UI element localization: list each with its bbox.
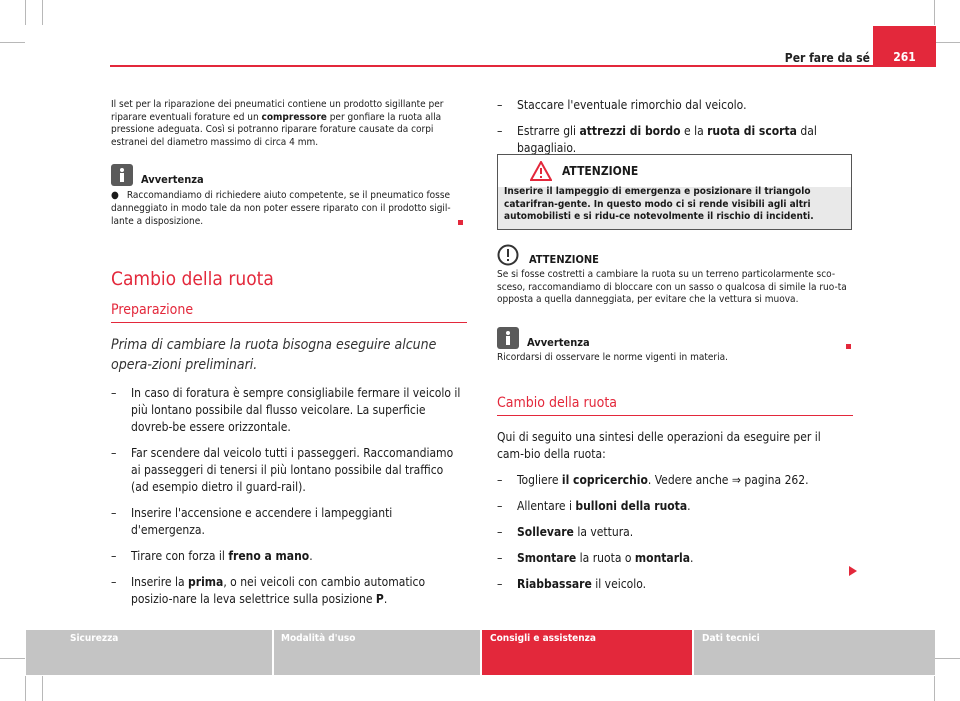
section-wheel-change [497, 395, 853, 593]
subsection-title: Cambio della ruota [497, 395, 617, 411]
list-item: – Inserire l'accensione e accendere i lampeggianti d'emergenza. [111, 506, 393, 537]
list-item: – Tirare con forza il freno a mano. [111, 549, 313, 563]
subsection-title: Preparazione [111, 302, 194, 318]
list-item: – Riabbassare il veicolo. [497, 577, 647, 591]
crop-mark [935, 658, 960, 659]
footer-tab-consigli[interactable]: Consigli e assistenza [482, 630, 692, 675]
exclamation-icon [497, 244, 519, 266]
crop-mark [935, 42, 960, 43]
warning-triangle-icon [530, 161, 552, 181]
warning-text: Inserire il lampeggio di emergenza e posizionare il triangolo catarifran-gente. In questo modo ci si rende visibili agli altri automobilisti e si ridu-ce notevolmente il rischio di incidenti. [504, 186, 814, 223]
info-icon [111, 164, 133, 186]
warning-header [530, 161, 638, 181]
section-title: Cambio della ruota [111, 268, 274, 290]
intro-text: Qui di seguito una sintesi delle operazioni da eseguire per il cam-bio della ruota: [497, 430, 821, 461]
right-top-list [497, 97, 853, 157]
subsection-rule [497, 415, 853, 416]
note-header [497, 327, 853, 349]
footer-tab-dati[interactable]: Dati tecnici [694, 630, 935, 675]
crop-mark [42, 676, 43, 701]
section-cambio [111, 268, 467, 608]
page-number: 261 [893, 50, 916, 64]
end-marker [458, 220, 463, 225]
end-marker [846, 344, 851, 349]
warning-title: ATTENZIONE [562, 164, 639, 178]
running-title: Per fare da sé [784, 51, 870, 65]
step-list [111, 385, 463, 608]
warning-box [497, 154, 852, 230]
crop-mark [0, 42, 25, 43]
list-item: – Estrarre gli attrezzi di bordo e la ruota di scorta dal bagagliaio. [497, 124, 817, 155]
note-title: Avvertenza [527, 335, 590, 349]
attention-header [497, 244, 853, 266]
attention-text: Se si fosse costretti a cambiare la ruota su un terreno particolarmente sco-sceso, raccomandiamo di bloccare con un sasso o qualcosa di simile la ruo-ta opposta a quella danneggiata, per evitare che la vettura si muova. [497, 269, 847, 306]
footer-tab-modalita[interactable]: Modalità d'uso [274, 630, 480, 675]
list-item: – Staccare l'eventuale rimorchio dal veicolo. [497, 98, 747, 112]
step-list [497, 472, 853, 593]
list-item: – Sollevare la vettura. [497, 525, 634, 539]
header-rule [110, 65, 936, 67]
crop-mark [934, 676, 935, 701]
list-item: – In caso di foratura è sempre consigliabile fermare il veicolo il più lontano possibile dal flusso veicolare. La superficie dovreb-be essere orizzontale. [111, 386, 461, 434]
list-item: – Smontare la ruota o montarla. [497, 551, 694, 565]
lead-text: Prima di cambiare la ruota bisogna eseguire alcune opera-zioni preliminari. [111, 337, 437, 373]
crop-mark [25, 0, 26, 25]
crop-mark [42, 0, 43, 25]
note-title: Avvertenza [141, 173, 204, 187]
note-text: ● Raccomandiamo di richiedere aiuto competente, se il pneumatico fosse danneggiato in modo tale da non poter essere riparato con il prodotto sigil-lante a disposizione. [111, 190, 451, 227]
list-item: – Togliere il copricerchio. Vedere anche ⇒ pagina 262. [497, 473, 809, 487]
list-item: – Inserire la prima, o nei veicoli con cambio automatico posizio-nare la leva selettrice sulla posizione P. [111, 575, 426, 606]
note-text: Ricordarsi di osservare le norme vigenti in materia. [497, 351, 728, 363]
subsection-rule [111, 322, 467, 323]
crop-mark [934, 0, 935, 25]
attention-block [497, 244, 853, 364]
info-icon [497, 327, 519, 349]
list-item: – Far scendere dal veicolo tutti i passeggeri. Raccomandiamo ai passeggeri di tenersi il più lontano possibile dal traffico (ad esempio dietro il guard-rail). [111, 446, 454, 494]
crop-mark [25, 676, 26, 701]
continue-arrow-icon [849, 566, 857, 576]
note-header [111, 164, 467, 186]
footer-tab-sicurezza[interactable]: Sicurezza [26, 630, 272, 675]
left-column [111, 99, 467, 228]
attention-title: ATTENZIONE [529, 253, 599, 266]
crop-mark [0, 658, 25, 659]
list-item: – Allentare i bulloni della ruota. [497, 499, 691, 513]
intro-paragraph: Il set per la riparazione dei pneumatici contiene un prodotto sigillante per riparare eventuali forature ed un compressore per gonfiare la ruota alla pressione adeguata. Così si potranno riparare forature causate da corpi estranei del diametro massimo di circa 4 mm. [111, 99, 444, 148]
